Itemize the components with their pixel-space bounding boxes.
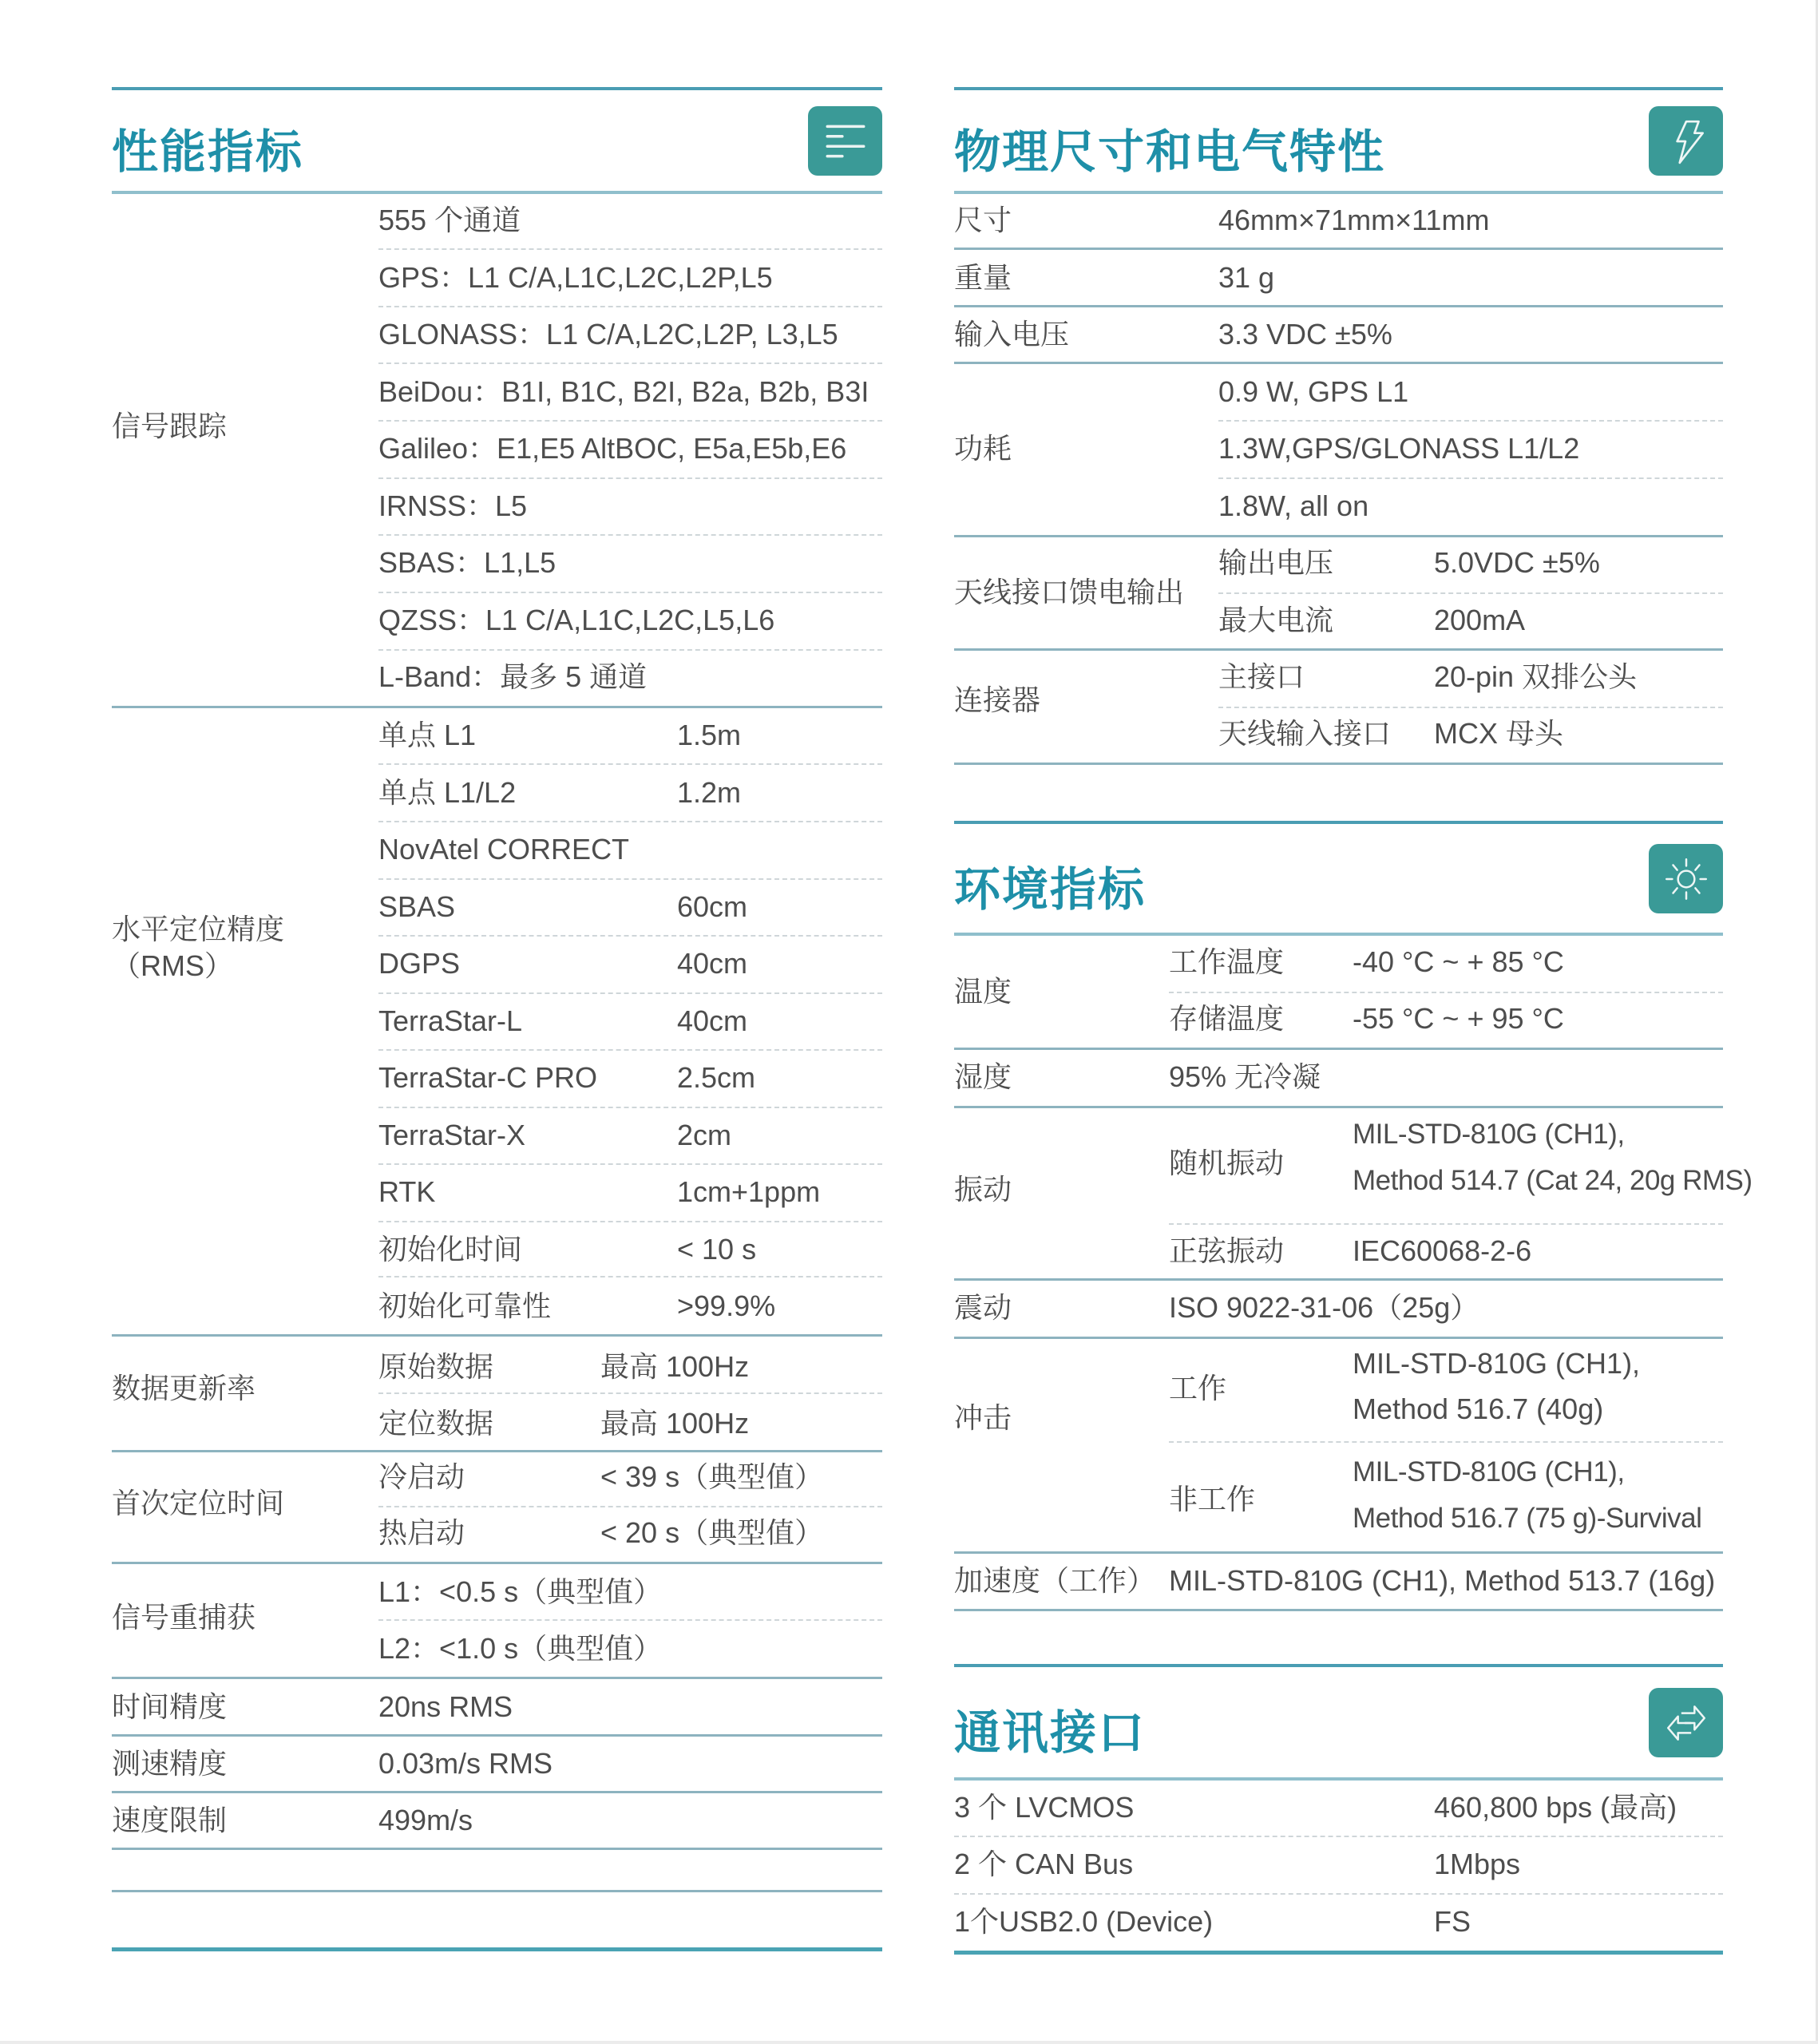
spec-value-power: 1.8W, all on xyxy=(1218,489,1369,522)
section-top-rule xyxy=(954,1664,1723,1667)
section-title: 物理尺寸和电气特性 xyxy=(954,126,1386,178)
spec-value: 2.5cm xyxy=(677,1061,756,1094)
spec-name: 初始化时间 xyxy=(378,1233,523,1266)
spec-sublabel: 天线输入接口 xyxy=(1218,717,1392,750)
performance-section xyxy=(112,0,882,1964)
spec-value: BeiDou：B1I, B1C, B2I, B2a, B2b, B3I xyxy=(378,375,869,408)
spec-value: >99.9% xyxy=(677,1289,776,1322)
spec-sublabel: 输出电压 xyxy=(1218,546,1334,579)
spec-value: IEC60068-2-6 xyxy=(1353,1234,1532,1267)
spec-value: Method 516.7 (75 g)-Survival xyxy=(1353,1503,1702,1534)
row-divider xyxy=(378,649,882,651)
spec-value-power: 1.3W,GPS/GLONASS L1/L2 xyxy=(1218,432,1580,465)
spec-name: TerraStar-X xyxy=(378,1119,526,1151)
interface-name: 2 个 CAN Bus xyxy=(954,1848,1134,1880)
spec-value: 200mA xyxy=(1434,604,1526,636)
row-divider xyxy=(954,1893,1723,1895)
spec-name: NovAtel CORRECT xyxy=(378,833,630,866)
list-icon-box xyxy=(808,106,882,176)
row-divider xyxy=(378,1619,882,1621)
row-divider xyxy=(378,477,882,479)
row-divider xyxy=(378,420,882,422)
spec-value: 499m/s xyxy=(378,1804,473,1836)
interface-rate: FS xyxy=(1434,1905,1471,1938)
spec-label-humidity: 湿度 xyxy=(954,1060,1012,1093)
spec-label-connector: 连接器 xyxy=(954,683,1041,716)
spec-name: 热启动 xyxy=(378,1516,465,1549)
spec-sublabel: 主接口 xyxy=(1218,660,1305,693)
spec-value: 最高 100Hz xyxy=(600,1407,750,1440)
spec-value-humidity: 95% 无冷凝 xyxy=(1169,1060,1321,1093)
spec-value: 5.0VDC ±5% xyxy=(1434,546,1600,579)
spec-sublabel: 工作温度 xyxy=(1169,945,1285,978)
spec-value: Galileo：E1,E5 AltBOC, E5a,E5b,E6 xyxy=(378,432,847,465)
row-divider xyxy=(378,306,882,307)
spec-name: DGPS xyxy=(378,947,461,980)
row-divider xyxy=(378,534,882,536)
section-header-rule xyxy=(112,191,882,194)
group-divider xyxy=(112,1791,882,1793)
spec-value: IRNSS：L5 xyxy=(378,489,528,522)
spec-name: 初始化可靠性 xyxy=(378,1289,552,1322)
group-divider xyxy=(112,1848,882,1850)
spec-name: 冷启动 xyxy=(378,1460,465,1493)
group-divider xyxy=(112,1562,882,1564)
group-divider xyxy=(112,1734,882,1737)
section-bottom-rule xyxy=(112,1947,882,1951)
group-label-velocity-limit: 速度限制 xyxy=(112,1804,228,1836)
row-divider xyxy=(378,1221,882,1222)
row-divider xyxy=(378,1049,882,1051)
group-label-velocity-accuracy: 测速精度 xyxy=(112,1747,228,1780)
section-title: 性能指标 xyxy=(112,126,304,178)
spec-value: MIL-STD-810G (CH1), xyxy=(1353,1456,1625,1487)
row-divider xyxy=(378,592,882,593)
spec-value-input-voltage: 3.3 VDC ±5% xyxy=(1218,318,1392,351)
spec-sublabel: 工作 xyxy=(1169,1372,1227,1404)
spec-label-temperature: 温度 xyxy=(954,975,1012,1008)
spec-label-impact: 冲击 xyxy=(954,1401,1012,1434)
spec-value-acceleration: MIL-STD-810G (CH1), Method 513.7 (16g) xyxy=(1169,1564,1716,1597)
spec-name: 单点 L1/L2 xyxy=(378,776,517,809)
group-label-horizontal-accuracy: 水平定位精度 xyxy=(112,913,285,945)
row-divider xyxy=(378,1392,882,1394)
spec-label-antenna-feed: 天线接口馈电输出 xyxy=(954,576,1185,608)
spec-value: L1：<0.5 s（典型值） xyxy=(378,1575,663,1608)
spec-value: < 10 s xyxy=(677,1233,757,1266)
spec-value: < 20 s（典型值） xyxy=(600,1516,824,1549)
spec-value: -40 °C ~ + 85 °C xyxy=(1353,945,1564,978)
spec-value: 20ns RMS xyxy=(378,1690,513,1723)
spec-name: 原始数据 xyxy=(378,1350,494,1383)
spec-value: GLONASS：L1 C/A,L2C,L2P, L3,L5 xyxy=(378,318,838,351)
spec-sublabel: 非工作 xyxy=(1169,1483,1256,1515)
row-divider xyxy=(378,248,882,250)
spec-value: Method 516.7 (40g) xyxy=(1353,1392,1604,1425)
group-label-rms: （RMS） xyxy=(112,949,233,982)
spec-label-input-voltage: 输入电压 xyxy=(954,318,1070,351)
spec-value: 0.03m/s RMS xyxy=(378,1747,553,1780)
group-label-ttff: 首次定位时间 xyxy=(112,1487,285,1519)
group-label-reacquisition: 信号重捕获 xyxy=(112,1601,256,1634)
spec-sublabel: 正弦振动 xyxy=(1169,1234,1285,1267)
spec-label-size: 尺寸 xyxy=(954,204,1012,236)
communication-section xyxy=(954,0,1723,1964)
group-label-time-accuracy: 时间精度 xyxy=(112,1690,228,1723)
spec-value-weight: 31 g xyxy=(1218,261,1275,294)
group-label-data-update-rate: 数据更新率 xyxy=(112,1372,256,1404)
spec-sublabel: 随机振动 xyxy=(1169,1147,1285,1179)
section-title: 环境指标 xyxy=(954,864,1147,916)
spec-value: MIL-STD-810G (CH1), xyxy=(1353,1119,1625,1150)
spec-value: 40cm xyxy=(677,1004,748,1037)
spec-name: TerraStar-C PRO xyxy=(378,1061,598,1094)
spec-value: 2cm xyxy=(677,1119,732,1151)
spec-value: MCX 母头 xyxy=(1434,717,1564,750)
section-bottom-rule xyxy=(954,1951,1723,1955)
row-divider xyxy=(378,878,882,880)
spec-name: SBAS xyxy=(378,890,456,923)
spec-label-vibration: 振动 xyxy=(954,1173,1012,1206)
row-divider xyxy=(378,362,882,364)
spec-value-power: 0.9 W, GPS L1 xyxy=(1218,375,1409,408)
spec-sublabel: 最大电流 xyxy=(1218,604,1334,636)
spec-value: MIL-STD-810G (CH1), xyxy=(1353,1347,1641,1380)
spec-value: 40cm xyxy=(677,947,748,980)
spec-sublabel: 存储温度 xyxy=(1169,1002,1285,1035)
spec-name: 定位数据 xyxy=(378,1407,494,1440)
spec-label-quake: 震动 xyxy=(954,1291,1012,1324)
spec-value: 20-pin 双排公头 xyxy=(1434,660,1638,693)
row-divider xyxy=(378,821,882,822)
spec-value: < 39 s（典型值） xyxy=(600,1460,824,1493)
exchange-icon-box xyxy=(1649,1688,1723,1757)
spec-value: -55 °C ~ + 95 °C xyxy=(1353,1002,1564,1035)
section-title: 通讯接口 xyxy=(954,1707,1147,1759)
row-divider xyxy=(954,1836,1723,1837)
spec-value: L-Band：最多 5 通道 xyxy=(378,660,648,693)
group-label-signal-tracking: 信号跟踪 xyxy=(112,410,228,442)
row-divider xyxy=(378,1107,882,1108)
section-header-rule xyxy=(954,1777,1723,1781)
interface-rate: 460,800 bps (最高) xyxy=(1434,1791,1677,1824)
list-icon xyxy=(821,117,870,166)
spec-value: 1.2m xyxy=(677,776,742,809)
row-divider xyxy=(378,992,882,994)
page-edge-bottom xyxy=(0,2041,1818,2044)
group-divider xyxy=(112,1450,882,1452)
interface-rate: 1Mbps xyxy=(1434,1848,1521,1880)
group-divider xyxy=(112,706,882,708)
spec-value: QZSS：L1 C/A,L1C,L2C,L5,L6 xyxy=(378,604,775,636)
spec-value: SBAS：L1,L5 xyxy=(378,546,556,579)
spec-name: TerraStar-L xyxy=(378,1004,523,1037)
row-divider xyxy=(378,1276,882,1278)
spec-value: 最高 100Hz xyxy=(600,1350,750,1383)
spec-name: 单点 L1 xyxy=(378,719,477,751)
group-divider xyxy=(112,1677,882,1679)
spec-value: 1.5m xyxy=(677,719,742,751)
spec-value: 1cm+1ppm xyxy=(677,1175,821,1208)
interface-name: 1个USB2.0 (Device) xyxy=(954,1905,1214,1938)
row-divider xyxy=(378,1163,882,1165)
row-divider xyxy=(378,935,882,937)
section-top-rule xyxy=(112,87,882,90)
spec-label-acceleration: 加速度（工作） xyxy=(954,1564,1156,1597)
spec-value-quake: ISO 9022-31-06（25g） xyxy=(1169,1291,1479,1324)
row-divider xyxy=(378,1506,882,1507)
spec-value: GPS：L1 C/A,L1C,L2C,L2P,L5 xyxy=(378,261,773,294)
interface-name: 3 个 LVCMOS xyxy=(954,1791,1135,1824)
spec-value: L2：<1.0 s（典型值） xyxy=(378,1632,663,1665)
spec-label-power: 功耗 xyxy=(954,432,1012,465)
spec-label-weight: 重量 xyxy=(954,261,1012,294)
spec-name: RTK xyxy=(378,1175,436,1208)
spec-value: Method 514.7 (Cat 24, 20g RMS) xyxy=(1353,1165,1753,1196)
spec-value-size: 46mm×71mm×11mm xyxy=(1218,204,1490,236)
empty-row-divider xyxy=(112,1890,882,1892)
spec-value: 60cm xyxy=(677,890,748,923)
spec-value: 555 个通道 xyxy=(378,204,521,236)
exchange-arrows-icon xyxy=(1662,1698,1711,1748)
row-divider xyxy=(378,763,882,765)
group-divider xyxy=(112,1334,882,1337)
